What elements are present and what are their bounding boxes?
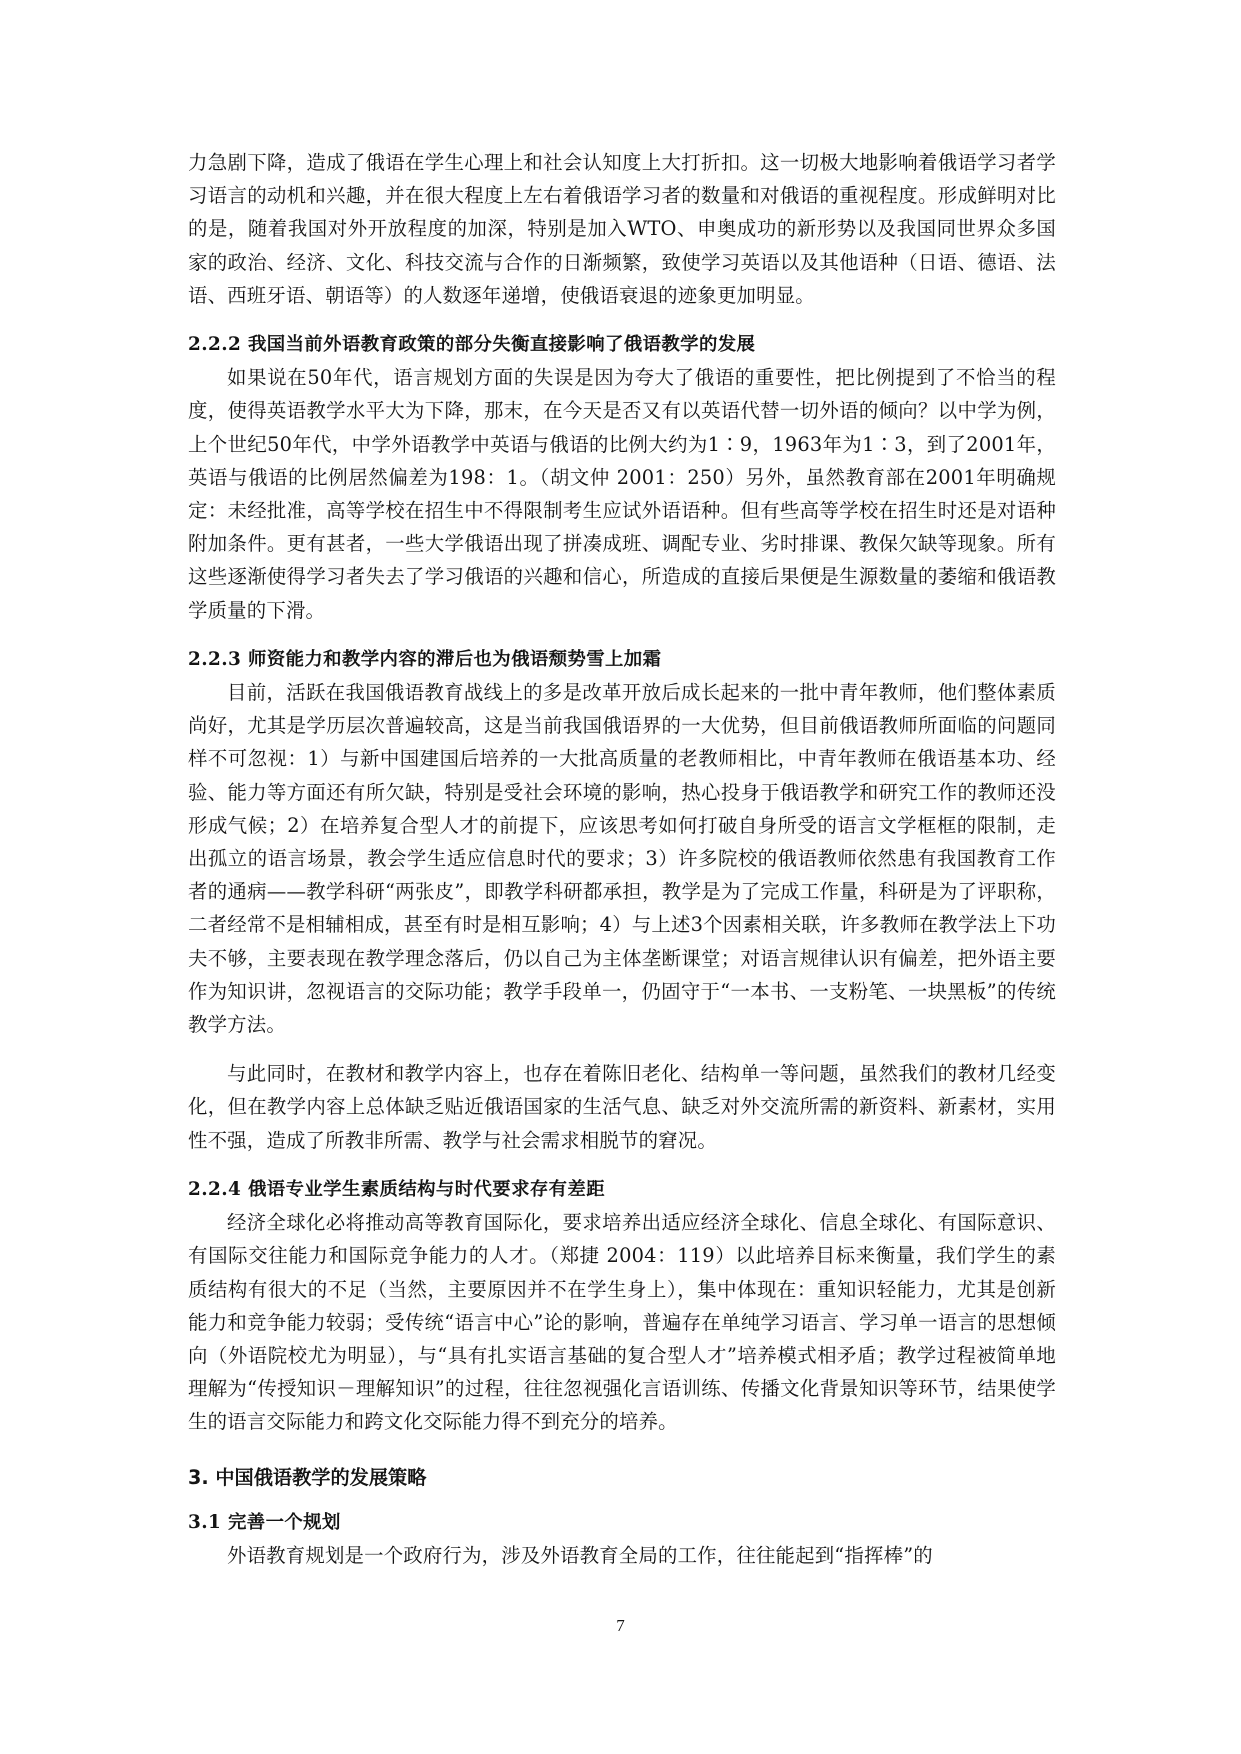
section-3-title: 3. 中国俄语教学的发展策略: [188, 1465, 427, 1489]
document-page: [188, 146, 1056, 1572]
heading-2-2-4: 2.2.4 俄语专业学生素质结构与时代要求存有差距: [188, 1178, 606, 1200]
paragraph-2-2-3-a: 目前，活跃在我国俄语教育战线上的多是改革开放后成长起来的一批中青年教师，他们整体素质尚好，尤其是学历层次普遍较高，这是当前我国俄语界的一大优势，但目前俄语教师所面临的问题同样不可忽视：1）与新中国建国后培养的一大批高质量的老教师相比，中青年教师在俄语基本功、经验、能力等方面还有所欠缺，特别是受社会环境的影响，热心投身于俄语教学和研究工作的教师还没形成气候；2）在培养复合型人才的前提下，应该思考如何打破自身所受的语言文学框框的限制，走出孤立的语言场景，教会学生适应信息时代的要求；3）许多院校的俄语教师依然患有我国教育工作者的通病——教学科研“两张皮”，即教学科研都承担，教学是为了完成工作量，科研是为了评职称，二者经常不是相辅相成，甚至有时是相互影响；4）与上述3个因素相关联，许多教师在教学法上下功夫不够，主要表现在教学理念落后，仍以自己为主体垄断课堂；对语言规律认识有偏差，把外语主要作为知识讲，忽视语言的交际功能；教学手段单一，仍固守于“一本书、一支粉笔、一块黑板”的传统教学方法。: [188, 681, 1056, 1037]
paragraph-3-1: 外语教育规划是一个政府行为，涉及外语教育全局的工作，往往能起到“指挥棒”的: [227, 1543, 933, 1567]
heading-2-2-2: 2.2.2 我国当前外语教育政策的部分失衡直接影响了俄语教学的发展: [188, 334, 756, 356]
heading-3-1: 3.1 完善一个规划: [188, 1511, 341, 1533]
paragraph-2-2-4: 经济全球化必将推动高等教育国际化，要求培养出适应经济全球化、信息全球化、有国际意识、有国际交往能力和国际竞争能力的人才。（郑捷 2004：119）以此培养目标来衡量，我们学生的素质结构有很大的不足（当然，主要原因并不在学生身上），集中体现在：重知识轻能力，尤其是创新能力和竞争能力较弱；受传统“语言中心”论的影响，普遍存在单纯学习语言、学习单一语言的思想倾向（外语院校尤为明显），与“具有扎实语言基础的复合型人才”培养模式相矛盾；教学过程被简单地理解为“传授知识－理解知识”的过程，往往忽视强化言语训练、传播文化背景知识等环节，结果使学生的语言交际能力和跨文化交际能力得不到充分的培养。: [188, 1211, 1056, 1434]
paragraph-2-2-2: 如果说在50年代，语言规划方面的失误是因为夸大了俄语的重要性，把比例提到了不恰当的程度，使得英语教学水平大为下降，那末，在今天是否又有以英语代替一切外语的倾向？以中学为例，上个世纪50年代，中学外语教学中英语与俄语的比例大约为1∶9，1963年为1∶3，到了2001年，英语与俄语的比例居然偏差为198：1。（胡文仲 2001：250）另外，虽然教育部在2001年明确规定：未经批准，高等学校在招生中不得限制考生应试外语语种。但有些高等学校在招生时还是对语种附加条件。更有甚者，一些大学俄语出现了拼凑成班、调配专业、劣时排课、教保欠缺等现象。所有这些逐渐使得学习者失去了学习俄语的兴趣和信心，所造成的直接后果便是生源数量的萎缩和俄语教学质量的下滑。: [188, 366, 1056, 622]
opening-paragraph: 力急剧下降，造成了俄语在学生心理上和社会认知度上大打折扣。这一切极大地影响着俄语学习者学习语言的动机和兴趣，并在很大程度上左右着俄语学习者的数量和对俄语的重视程度。形成鲜明对比的是，随着我国对外开放程度的加深，特别是加入WTO、申奥成功的新形势以及我国同世界众多国家的政治、经济、文化、科技交流与合作的日渐频繁，致使学习英语以及其他语种（日语、德语、法语、西班牙语、朝语等）的人数逐年递增，使俄语衰退的迹象更加明显。: [188, 151, 1056, 307]
heading-2-2-3: 2.2.3 师资能力和教学内容的滞后也为俄语颓势雪上加霜: [188, 648, 662, 670]
page-number: 7: [616, 1616, 625, 1635]
paragraph-2-2-3-b: 与此同时，在教材和教学内容上，也存在着陈旧老化、结构单一等问题，虽然我们的教材几经变化，但在教学内容上总体缺乏贴近俄语国家的生活气息、缺乏对外交流所需的新资料、新素材，实用性不强，造成了所教非所需、教学与社会需求相脱节的窘况。: [188, 1062, 1056, 1152]
